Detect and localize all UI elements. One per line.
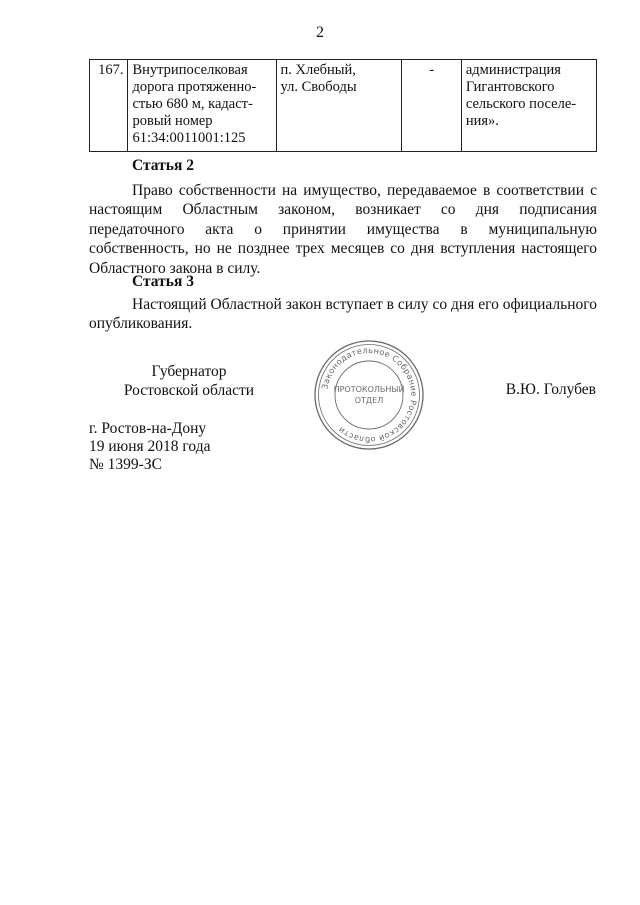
place-and-date: [89, 420, 210, 474]
signatory-position: Губернатор: [151, 363, 227, 380]
row-number: 167.: [90, 60, 128, 152]
article-3-title: Статья 3: [132, 273, 194, 290]
recipient-line: сельского поселе-: [465, 96, 577, 112]
seal-ring-text: Законодательное Собрание Ростовской области: [319, 344, 420, 446]
svg-text:Законодательное Собрание Росто: [319, 345, 419, 445]
object-name-line: Внутрипоселковая: [132, 62, 248, 78]
address-line: п. Хлебный,: [280, 62, 356, 78]
article-2: [89, 156, 597, 278]
official-seal: [313, 339, 425, 451]
article-3-text: Настоящий Областной закон вступает в силу со дня его официального опубликования.: [89, 295, 597, 332]
page-number: 2: [316, 24, 324, 41]
recipient-line: ния».: [465, 113, 499, 129]
article-2-text: Право собственности на имущество, передаваемое в соответствии с настоящим Областным законом, возникает со дня подписания передаточного акта о принятии имущества в муниципальную собственность, но не позднее трех месяцев со дня вступления настоящего Областного закона в силу.: [89, 181, 597, 277]
recipient-line: администрация: [465, 62, 561, 78]
table-row: [90, 60, 597, 152]
seal-center-line: ПРОТОКОЛЬНЫЙ: [333, 385, 405, 394]
address-line: ул. Свободы: [280, 79, 357, 95]
signatory-name: В.Ю. Голубев: [505, 381, 596, 398]
object-name-cell: [128, 60, 276, 152]
signatory-region: Ростовской области: [123, 382, 255, 399]
property-table: [89, 59, 597, 152]
object-name-line: стью 680 м, кадаст-: [132, 96, 253, 112]
signatory-title: [89, 362, 289, 400]
object-name-line: ровый номер: [132, 113, 213, 129]
article-3: [89, 272, 597, 334]
recipient-cell: [461, 60, 596, 152]
seal-center-line: ОТДЕЛ: [354, 396, 384, 405]
address-cell: [276, 60, 402, 152]
article-2-title: Статья 2: [132, 157, 194, 174]
value-cell: -: [402, 60, 461, 152]
object-name-line: 61:34:0011001:125: [132, 130, 246, 146]
law-number: № 1399-ЗС: [89, 456, 162, 473]
date: 19 июня 2018 года: [89, 438, 211, 455]
recipient-line: Гигантовского: [465, 79, 555, 95]
object-name-line: дорога протяженно-: [132, 79, 257, 95]
place: г. Ростов-на-Дону: [89, 420, 207, 437]
